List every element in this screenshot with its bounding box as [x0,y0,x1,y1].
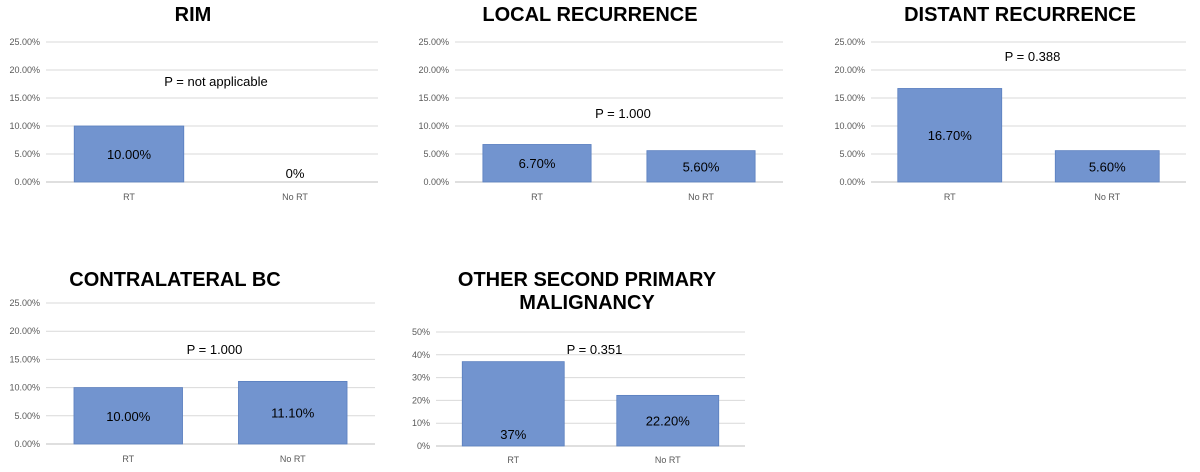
y-tick-label: 0.00% [423,177,449,187]
y-tick-label: 20.00% [418,65,449,75]
chart-rim [0,0,390,215]
data-label: 5.60% [682,159,720,175]
p-value-label: P = 1.000 [595,106,651,121]
y-tick-label: 40% [411,349,430,360]
y-tick-label: 25.00% [834,37,865,47]
y-tick-label: 20.00% [9,326,40,337]
y-tick-label: 50% [411,327,430,337]
chart-title: RIM [174,4,212,26]
chart-title: MALIGNANCY [519,292,655,314]
chart-title: CONTRALATERAL BC [69,269,281,291]
x-tick-label: No RT [279,454,306,464]
y-tick-label: 5.00% [14,149,40,159]
chart-other-second-primary-malignancy [405,250,800,467]
y-tick-label: 10.00% [418,121,449,131]
y-tick-label: 0% [416,441,430,451]
x-tick-label: RT [531,192,543,202]
y-tick-label: 20.00% [834,65,865,75]
y-tick-label: 0.00% [14,439,40,449]
y-tick-label: 20.00% [9,65,40,75]
chart-panel-contralateral-bc [0,250,395,472]
x-tick-label: RT [123,192,135,202]
chart-contralateral-bc [0,250,395,467]
data-label: 5.60% [1088,159,1126,175]
y-tick-label: 0.00% [839,177,865,187]
y-tick-label: 15.00% [9,354,40,365]
y-tick-label: 10.00% [9,121,40,131]
data-label: 11.10% [271,405,315,421]
y-tick-label: 5.00% [839,149,865,159]
chart-local-recurrence [405,0,795,215]
x-tick-label: No RT [1094,192,1121,202]
x-tick-label: No RT [654,455,681,465]
chart-distant-recurrence [808,0,1198,215]
y-tick-label: 10.00% [834,121,865,131]
chart-panel-other-second-primary [405,250,800,472]
data-label: 6.70% [518,156,556,172]
chart-title: OTHER SECOND PRIMARY [457,269,717,291]
x-tick-label: No RT [282,192,308,202]
y-tick-label: 15.00% [834,93,865,103]
data-label: 22.20% [645,413,690,429]
y-tick-label: 15.00% [9,93,40,103]
p-value-label: P = 0.388 [1004,49,1061,64]
x-tick-label: RT [943,192,956,202]
y-tick-label: 5.00% [14,410,40,421]
y-tick-label: 25.00% [9,37,40,47]
chart-panel-distant-recurrence [808,0,1198,220]
y-tick-label: 10% [411,418,430,429]
y-tick-label: 20% [411,395,430,406]
y-tick-label: 25.00% [418,37,449,47]
y-tick-label: 30% [411,372,430,383]
data-label: 10.00% [106,408,151,424]
y-tick-label: 5.00% [423,149,449,159]
y-tick-label: 15.00% [418,93,449,103]
x-tick-label: RT [507,455,520,465]
y-tick-label: 10.00% [9,382,40,393]
data-label: 37% [500,427,527,442]
x-tick-label: No RT [688,192,714,202]
p-value-label: P = 0.351 [566,342,623,357]
data-label: 0% [285,166,305,181]
y-tick-label: 25.00% [9,298,40,308]
x-tick-label: RT [122,454,135,464]
y-tick-label: 0.00% [14,177,40,187]
chart-panel-rim [0,0,390,220]
chart-title: DISTANT RECURRENCE [904,4,1136,26]
p-value-label: P = 1.000 [186,342,243,357]
p-value-label: P = not applicable [164,74,268,89]
data-label: 16.70% [927,128,972,144]
chart-panel-local-recurrence [405,0,795,220]
data-label: 10.00% [106,147,152,162]
chart-title: LOCAL RECURRENCE [482,4,698,26]
